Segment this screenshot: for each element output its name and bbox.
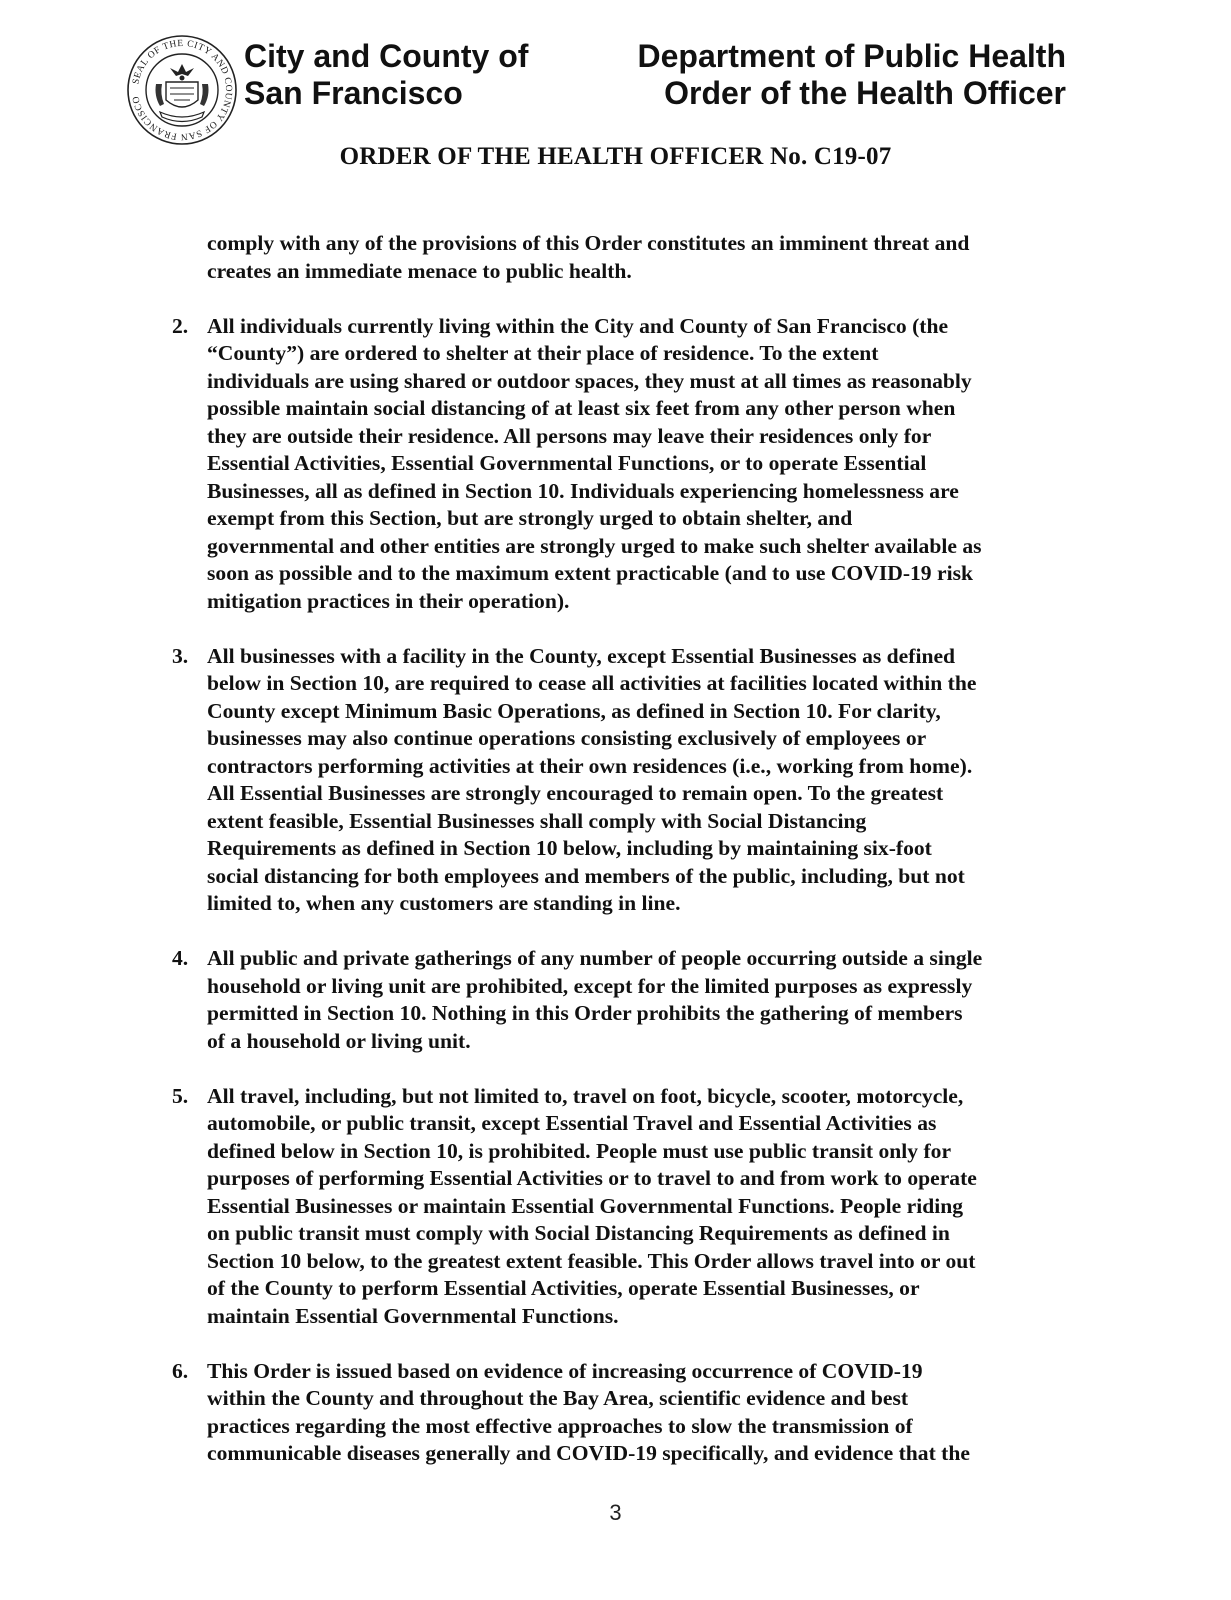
city-name <box>244 38 528 112</box>
order-paragraph <box>172 230 1072 285</box>
department-name-line-2: Order of the Health Officer <box>664 75 1066 111</box>
paragraph-line: All public and private gatherings of any number of people occurring outside a single <box>207 946 983 970</box>
paragraph-line: “County”) are ordered to shelter at their place of residence. To the extent <box>207 341 879 365</box>
paragraph-line: limited to, when any customers are standing in line. <box>207 891 681 915</box>
paragraph-line: soon as possible and to the maximum extent practicable (and to use COVID-19 risk <box>207 561 973 585</box>
order-body <box>172 230 1072 1495</box>
paragraph-line: possible maintain social distancing of at least six feet from any other person when <box>207 396 956 420</box>
paragraph-number: 3. <box>172 643 189 668</box>
page-number: 3 <box>609 1500 622 1525</box>
city-seal-icon <box>126 34 238 146</box>
paragraph-line: below in Section 10, are required to cease all activities at facilities located within the <box>207 671 977 695</box>
order-paragraph <box>172 945 1072 1055</box>
paragraph-line: Requirements as defined in Section 10 below, including by maintaining six-foot <box>207 836 932 860</box>
paragraph-line: extent feasible, Essential Businesses shall comply with Social Distancing <box>207 808 867 833</box>
paragraph-line: on public transit must comply with Social Distancing Requirements as defined in <box>207 1221 950 1245</box>
paragraph-line: practices regarding the most effective approaches to slow the transmission of <box>207 1413 913 1438</box>
paragraph-number: 6. <box>172 1358 189 1383</box>
paragraph-line: contractors performing activities at their own residences (i.e., working from home). <box>207 753 973 778</box>
paragraph-line: social distancing for both employees and members of the public, including, but not <box>207 863 965 888</box>
paragraph-number: 4. <box>172 946 189 970</box>
paragraph-line: permitted in Section 10. Nothing in this Order prohibits the gathering of members <box>207 1001 963 1025</box>
paragraph-line: All individuals currently living within the City and County of San Francisco (the <box>207 313 949 338</box>
paragraph-line: All businesses with a facility in the County, except Essential Businesses as defined <box>207 643 956 668</box>
letterhead <box>126 34 1076 146</box>
department-name-line-1: Department of Public Health <box>637 38 1066 74</box>
paragraph-line: businesses may also continue operations consisting exclusively of employees or <box>207 726 927 750</box>
paragraph-line: All Essential Businesses are strongly encouraged to remain open. To the greatest <box>207 781 944 805</box>
paragraph-line: creates an immediate menace to public health. <box>207 258 632 283</box>
seal-text: SEAL OF THE CITY AND COUNTY OF SAN FRANCISCO <box>131 38 234 142</box>
paragraph-line: This Order is issued based on evidence of increasing occurrence of COVID-19 <box>207 1358 923 1383</box>
department-name <box>638 38 1067 112</box>
order-title: ORDER OF THE HEALTH OFFICER No. C19-07 <box>339 143 892 170</box>
paragraph-line: Businesses, all as defined in Section 10. Individuals experiencing homelessness are <box>207 478 959 503</box>
city-name-line-2: San Francisco <box>244 75 463 111</box>
paragraph-line: defined below in Section 10, is prohibited. People must use public transit only for <box>207 1138 952 1163</box>
paragraph-line: All travel, including, but not limited to, travel on foot, bicycle, scooter, motorcycle, <box>207 1083 964 1108</box>
paragraph-number: 5. <box>172 1083 189 1108</box>
order-paragraph <box>172 1358 1072 1468</box>
paragraph-line: mitigation practices in their operation). <box>207 588 570 613</box>
paragraph-line: Essential Activities, Essential Governmental Functions, or to operate Essential <box>207 451 927 475</box>
paragraph-line: governmental and other entities are strongly urged to make such shelter available as <box>207 533 982 558</box>
order-paragraph <box>172 313 1072 616</box>
paragraph-line: automobile, or public transit, except Essential Travel and Essential Activities as <box>207 1111 937 1135</box>
order-paragraph <box>172 643 1072 918</box>
paragraph-line: maintain Essential Governmental Functions. <box>207 1303 619 1328</box>
paragraph-line: communicable diseases generally and COVID-19 specifically, and evidence that the <box>207 1441 970 1465</box>
paragraph-line: purposes of performing Essential Activities or to travel to and from work to operate <box>207 1166 977 1190</box>
paragraph-line: individuals are using shared or outdoor spaces, they must at all times as reasonably <box>207 368 972 393</box>
paragraph-line: Essential Businesses or maintain Essential Governmental Functions. People riding <box>207 1193 964 1218</box>
paragraph-line: Section 10 below, to the greatest extent feasible. This Order allows travel into or out <box>207 1248 976 1273</box>
paragraph-line: exempt from this Section, but are strongly urged to obtain shelter, and <box>207 506 853 530</box>
order-paragraph <box>172 1083 1072 1331</box>
paragraph-line: within the County and throughout the Bay Area, scientific evidence and best <box>207 1386 909 1410</box>
paragraph-line: County except Minimum Basic Operations, as defined in Section 10. For clarity, <box>207 698 941 723</box>
paragraph-line: of the County to perform Essential Activities, operate Essential Businesses, or <box>207 1276 920 1300</box>
paragraph-line: household or living unit are prohibited, except for the limited purposes as expressly <box>207 973 973 998</box>
paragraph-line: of a household or living unit. <box>207 1028 471 1053</box>
paragraph-line: they are outside their residence. All persons may leave their residences only for <box>207 423 932 448</box>
paragraph-number: 2. <box>172 313 189 338</box>
paragraph-line: comply with any of the provisions of this Order constitutes an imminent threat and <box>207 231 970 255</box>
city-name-line-1: City and County of <box>244 38 529 74</box>
